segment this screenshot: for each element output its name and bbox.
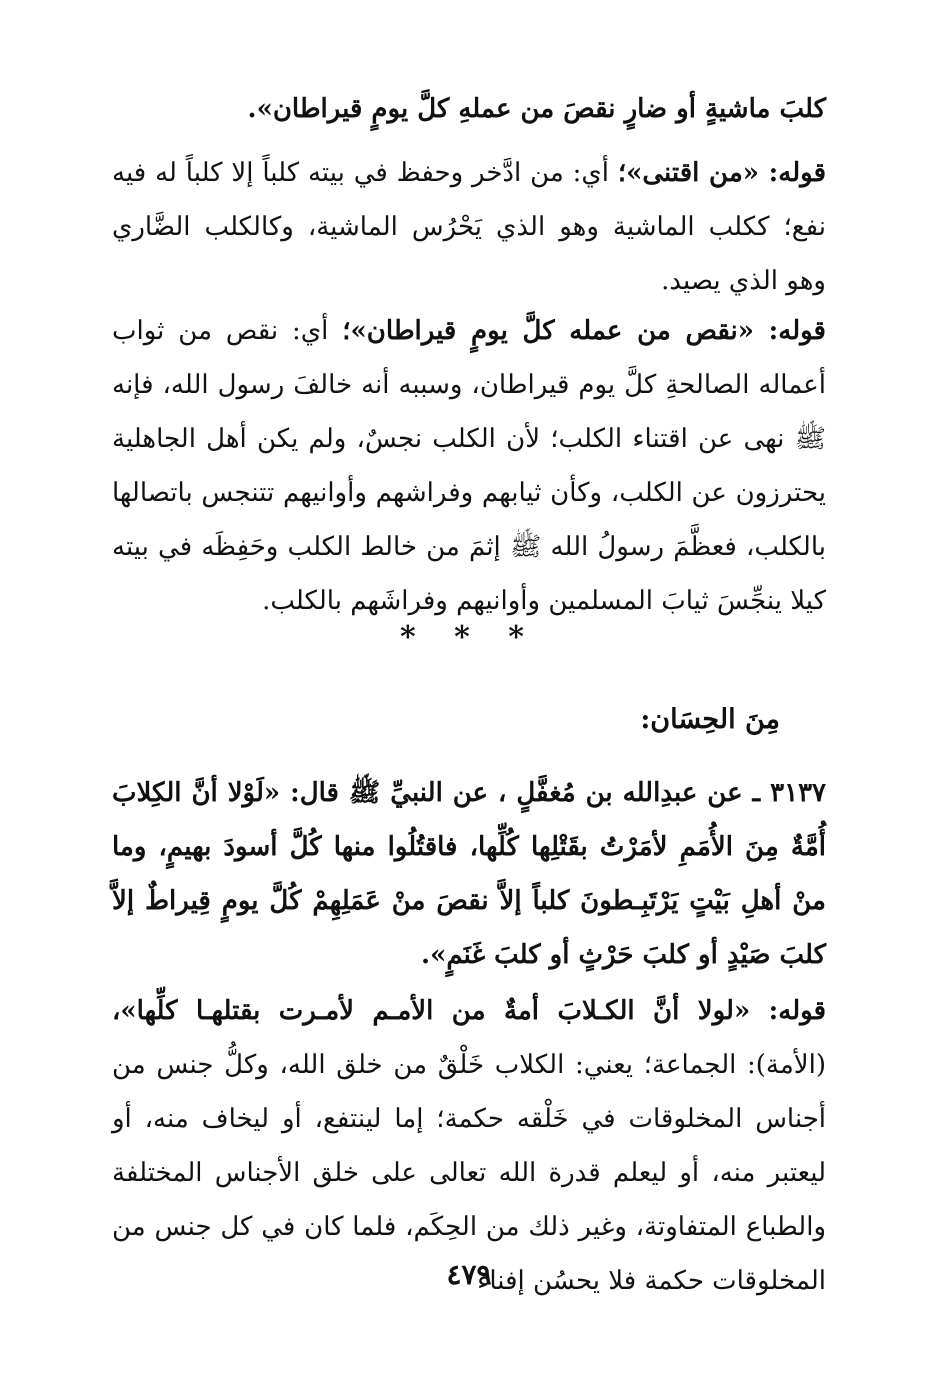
paragraph-2-body: أي: نقص من ثواب أعماله الصالحةِ كلَّ يوم قيراطان، وسببه أنه خالفَ رسول الله، فإنه ﷺ نهى عن اقتناء الكلب؛ لأن الكلب نجسٌ، ولم يكن أهل الجاهلية يحترزون عن الكلب، وكأن ثيابهم وفراشهم وأوانيهم تتنجس باتصالها بالكلب، فعظَّمَ رسولُ الله ﷺ إثمَ من خالط الكلب وحَفِظَه في بيته كيلا ينجِّسَ ثيابَ المسلمين وأوانيهم وفراشَهم بالكلب. <box>112 316 826 616</box>
section-heading: مِنَ الحِسَان: <box>640 704 780 735</box>
paragraph-3-label: قوله: «لولا أنَّ الكـلابَ أمةٌ من الأمـم لأمـرت بقتلهـا كلِّها»، <box>112 996 826 1026</box>
paragraph-1 <box>112 146 826 308</box>
paragraph-2-label: قوله: «نقص من عمله كلَّ يومٍ قيراطان»؛ <box>342 316 826 346</box>
paragraph-1-label: قوله: «من اقتنى»؛ <box>617 158 827 188</box>
page-number: ٤٧٩ <box>446 1258 492 1291</box>
hadith-text: ٣١٣٧ ـ عن عبدِالله بن مُغفَّلٍ ، عن النبيِّ ﷺ قال: «لَوْلا أنَّ الكِلابَ أُمَّةٌ مِنَ الأُمَمِ لأمَرْتُ بقَتْلِها كُلِّها، فاقتُلُوا منها كُلَّ أسودَ بهيمٍ، وما منْ أهلِ بَيْتٍ يَرْتَبِـطونَ كلباً إلاَّ نقصَ منْ عَمَلِهِمْ كُلَّ يومٍ قِيراطٌ إلاَّ كلبَ صَيْدٍ أو كلبَ حَرْثٍ أو كلبَ غَنَمٍ». <box>112 778 826 970</box>
paragraph-1-body: أي: من ادَّخر وحفظ في بيته كلباً إلا كلباً له فيه نفع؛ ككلب الماشية وهو الذي يَحْرُس الماشية، وكالكلب الضَّاري وهو الذي يصيد. <box>112 158 826 296</box>
intro-line: كلبَ ماشيةٍ أو ضارٍ نقصَ من عملهِ كلَّ يومٍ قيراطان». <box>247 94 826 124</box>
paragraph-2 <box>112 304 826 628</box>
section-divider: * * * <box>400 620 538 655</box>
paragraph-3-body: (الأمة): الجماعة؛ يعني: الكلاب خَلْقٌ من خلق الله، وكلُّ جنس من أجناس المخلوقات في خَلْقه حكمة؛ إما لينتفع، أو ليخاف منه، أو ليعتبر منه، أو ليعلم قدرة الله تعالى على خلق الأجناس المختلفة والطباع المتفاوتة، وغير ذلك من الحِكَم، فلما كان في كل جنس من المخلوقات حكمة فلا يحسُن إفناء <box>112 1050 826 1296</box>
